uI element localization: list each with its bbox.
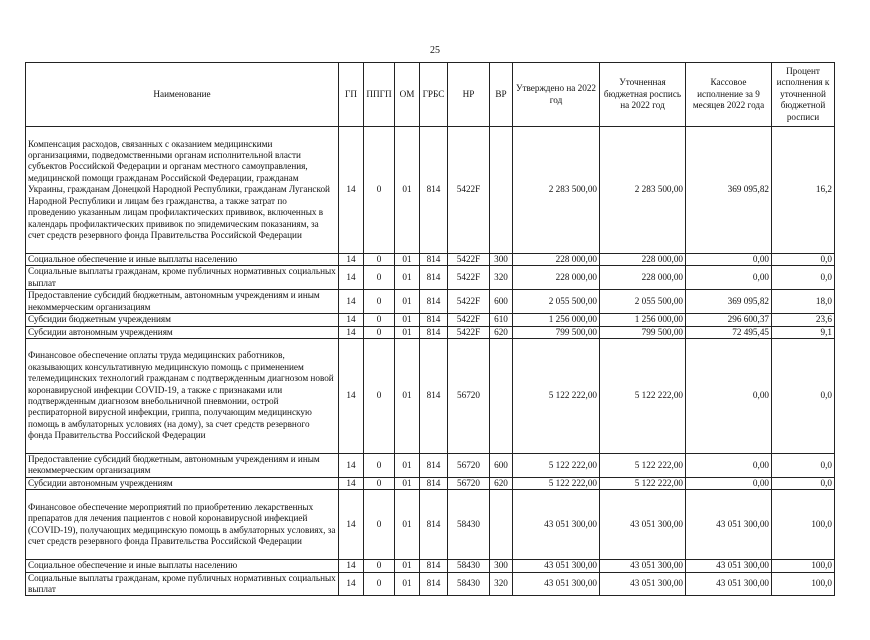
row-gp: 14 (339, 127, 364, 254)
row-grbs: 814 (420, 266, 448, 290)
row-om: 01 (395, 490, 420, 560)
header-grbs: ГРБС (420, 63, 448, 127)
row-om: 01 (395, 477, 420, 489)
row-np: 5422F (448, 254, 490, 266)
row-refined: 228 000,00 (600, 266, 686, 290)
row-cash: 296 600,37 (686, 314, 772, 326)
row-ppgp: 0 (364, 254, 395, 266)
row-refined: 43 051 300,00 (600, 490, 686, 560)
row-ppgp: 0 (364, 490, 395, 560)
row-cash: 0,00 (686, 266, 772, 290)
row-percent: 100,0 (772, 490, 835, 560)
row-percent: 16,2 (772, 127, 835, 254)
row-name: Финансовое обеспечение мероприятий по приобретению лекарственных препаратов для лечения пациентов с новой коронавирусной инфекцией (COVID-19), получающих медицинскую помощь в амбулаторных условиях, за счет средств резервного фонда Правительства Российской Федерации (26, 490, 339, 560)
row-approved: 1 256 000,00 (513, 314, 600, 326)
row-approved: 5 122 222,00 (513, 477, 600, 489)
row-refined: 2 283 500,00 (600, 127, 686, 254)
row-grbs: 814 (420, 290, 448, 314)
row-gp: 14 (339, 314, 364, 326)
row-om: 01 (395, 290, 420, 314)
row-vr: 620 (490, 477, 513, 489)
row-gp: 14 (339, 339, 364, 454)
row-percent: 0,0 (772, 477, 835, 489)
row-approved: 5 122 222,00 (513, 454, 600, 478)
header-gp: ГП (339, 63, 364, 127)
row-approved: 43 051 300,00 (513, 572, 600, 596)
row-grbs: 814 (420, 326, 448, 338)
row-vr: 600 (490, 290, 513, 314)
row-om: 01 (395, 572, 420, 596)
row-refined: 5 122 222,00 (600, 454, 686, 478)
row-approved: 43 051 300,00 (513, 560, 600, 572)
row-np: 56720 (448, 477, 490, 489)
row-gp: 14 (339, 560, 364, 572)
table-row (26, 454, 835, 478)
row-gp: 14 (339, 290, 364, 314)
row-name: Предоставление субсидий бюджетным, автономным учреждениям и иным некоммерческим организациям (26, 454, 339, 478)
row-cash: 369 095,82 (686, 127, 772, 254)
row-ppgp: 0 (364, 290, 395, 314)
row-om: 01 (395, 326, 420, 338)
row-name: Финансовое обеспечение оплаты труда медицинских работников, оказывающих консультативную медицинскую помощь с применением телемедицинских технологий гражданам с подтвержденным диагнозом новой коронавирусной инфекции COVID-19, а также с признаками или подтвержденным диагнозом внебольничной пневмонии, острой респираторной вирусной инфекции, гриппа, получающим медицинскую помощь в амбулаторных условиях (на дому), за счет средств резервного фонда Правительства Российской Федерации (26, 339, 339, 454)
row-name: Предоставление субсидий бюджетным, автономным учреждениям и иным некоммерческим организациям (26, 290, 339, 314)
row-percent: 0,0 (772, 254, 835, 266)
row-cash: 72 495,45 (686, 326, 772, 338)
table-row (26, 560, 835, 572)
row-om: 01 (395, 314, 420, 326)
table-row (26, 326, 835, 338)
row-grbs: 814 (420, 454, 448, 478)
header-refined: Уточненная бюджетная роспись на 2022 год (600, 63, 686, 127)
row-om: 01 (395, 127, 420, 254)
row-gp: 14 (339, 572, 364, 596)
row-om: 01 (395, 454, 420, 478)
row-cash: 0,00 (686, 477, 772, 489)
row-vr (490, 339, 513, 454)
row-ppgp: 0 (364, 572, 395, 596)
row-approved: 2 055 500,00 (513, 290, 600, 314)
row-percent: 18,0 (772, 290, 835, 314)
row-percent: 100,0 (772, 560, 835, 572)
row-ppgp: 0 (364, 560, 395, 572)
row-grbs: 814 (420, 490, 448, 560)
row-grbs: 814 (420, 254, 448, 266)
row-vr (490, 490, 513, 560)
row-np: 56720 (448, 339, 490, 454)
row-refined: 799 500,00 (600, 326, 686, 338)
row-gp: 14 (339, 254, 364, 266)
row-approved: 799 500,00 (513, 326, 600, 338)
row-vr: 320 (490, 572, 513, 596)
row-gp: 14 (339, 490, 364, 560)
row-grbs: 814 (420, 314, 448, 326)
row-vr: 320 (490, 266, 513, 290)
table-row (26, 127, 835, 254)
row-np: 5422F (448, 127, 490, 254)
row-percent: 0,0 (772, 454, 835, 478)
row-gp: 14 (339, 326, 364, 338)
row-approved: 228 000,00 (513, 266, 600, 290)
row-vr: 610 (490, 314, 513, 326)
row-np: 58430 (448, 572, 490, 596)
row-grbs: 814 (420, 339, 448, 454)
table-row (26, 290, 835, 314)
row-refined: 1 256 000,00 (600, 314, 686, 326)
row-approved: 5 122 222,00 (513, 339, 600, 454)
row-gp: 14 (339, 477, 364, 489)
row-refined: 2 055 500,00 (600, 290, 686, 314)
row-np: 5422F (448, 326, 490, 338)
table-row (26, 266, 835, 290)
header-cash: Кассовое исполнение за 9 месяцев 2022 года (686, 63, 772, 127)
row-np: 56720 (448, 454, 490, 478)
row-vr (490, 127, 513, 254)
row-name: Компенсация расходов, связанных с оказанием медицинскими организациями, подведомственными органам исполнительной власти субъектов Российской Федерации и органам местного самоуправления, медицинской помощи гражданам Российской Федерации, гражданам Украины, гражданам Донецкой Народной Республики, гражданам Луганской Народной Республики и лицам без гражданства, а также затрат по проведению указанным лицам профилактических прививок, включенных в календарь профилактических прививок по эпидемическим показаниям, за счет средств резервного фонда Правительства Российской Федерации (26, 127, 339, 254)
header-approved: Утверждено на 2022 год (513, 63, 600, 127)
row-np: 5422F (448, 314, 490, 326)
row-om: 01 (395, 266, 420, 290)
row-np: 58430 (448, 560, 490, 572)
row-refined: 43 051 300,00 (600, 572, 686, 596)
header-ppgp: ППГП (364, 63, 395, 127)
row-grbs: 814 (420, 127, 448, 254)
table-row (26, 572, 835, 596)
row-refined: 5 122 222,00 (600, 477, 686, 489)
row-vr: 620 (490, 326, 513, 338)
row-name: Субсидии автономным учреждениям (26, 326, 339, 338)
header-np: НР (448, 63, 490, 127)
header-percent: Процент исполнения к уточненной бюджетной росписи (772, 63, 835, 127)
row-vr: 300 (490, 254, 513, 266)
row-approved: 2 283 500,00 (513, 127, 600, 254)
row-ppgp: 0 (364, 326, 395, 338)
row-gp: 14 (339, 266, 364, 290)
row-name: Субсидии бюджетным учреждениям (26, 314, 339, 326)
row-ppgp: 0 (364, 266, 395, 290)
row-name: Социальные выплаты гражданам, кроме публичных нормативных социальных выплат (26, 572, 339, 596)
row-om: 01 (395, 339, 420, 454)
row-cash: 43 051 300,00 (686, 560, 772, 572)
row-name: Субсидии автономным учреждениям (26, 477, 339, 489)
header-name: Наименование (26, 63, 339, 127)
row-om: 01 (395, 560, 420, 572)
row-cash: 43 051 300,00 (686, 572, 772, 596)
row-name: Социальное обеспечение и иные выплаты населению (26, 560, 339, 572)
row-cash: 43 051 300,00 (686, 490, 772, 560)
header-vr: ВР (490, 63, 513, 127)
row-grbs: 814 (420, 560, 448, 572)
row-percent: 0,0 (772, 339, 835, 454)
table-row (26, 339, 835, 454)
row-ppgp: 0 (364, 339, 395, 454)
row-ppgp: 0 (364, 454, 395, 478)
table-row (26, 477, 835, 489)
row-name: Социальные выплаты гражданам, кроме публичных нормативных социальных выплат (26, 266, 339, 290)
row-percent: 0,0 (772, 266, 835, 290)
row-percent: 9,1 (772, 326, 835, 338)
row-cash: 0,00 (686, 339, 772, 454)
row-name: Социальное обеспечение и иные выплаты населению (26, 254, 339, 266)
row-np: 5422F (448, 266, 490, 290)
row-approved: 228 000,00 (513, 254, 600, 266)
header-om: ОМ (395, 63, 420, 127)
row-np: 5422F (448, 290, 490, 314)
table-row (26, 254, 835, 266)
row-gp: 14 (339, 454, 364, 478)
row-refined: 43 051 300,00 (600, 560, 686, 572)
row-vr: 600 (490, 454, 513, 478)
row-om: 01 (395, 254, 420, 266)
row-approved: 43 051 300,00 (513, 490, 600, 560)
row-grbs: 814 (420, 477, 448, 489)
row-ppgp: 0 (364, 477, 395, 489)
page-number: 25 (430, 45, 440, 56)
table-row (26, 490, 835, 560)
row-cash: 369 095,82 (686, 290, 772, 314)
row-grbs: 814 (420, 572, 448, 596)
row-cash: 0,00 (686, 254, 772, 266)
table-row (26, 314, 835, 326)
row-percent: 100,0 (772, 572, 835, 596)
row-np: 58430 (448, 490, 490, 560)
row-ppgp: 0 (364, 127, 395, 254)
row-cash: 0,00 (686, 454, 772, 478)
row-ppgp: 0 (364, 314, 395, 326)
row-percent: 23,6 (772, 314, 835, 326)
budget-table (25, 62, 835, 596)
row-refined: 5 122 222,00 (600, 339, 686, 454)
table-header-row (26, 63, 835, 127)
row-refined: 228 000,00 (600, 254, 686, 266)
row-vr: 300 (490, 560, 513, 572)
